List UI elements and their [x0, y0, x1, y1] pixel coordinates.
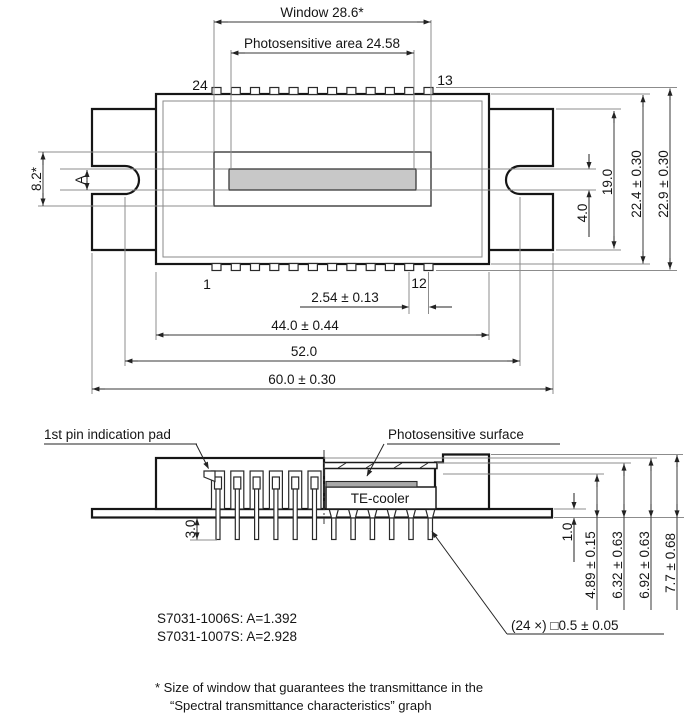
dim-overall-height: 22.9 ± 0.30 [656, 150, 671, 218]
dim-pin-pitch: 2.54 ± 0.13 [311, 290, 379, 305]
dim-photosensitive-width: Photosensitive area 24.58 [243, 36, 401, 51]
pins-size-note: (24 ×) □0.5 ± 0.05 [511, 618, 619, 633]
dim-overall-width: 60.0 ± 0.30 [268, 372, 336, 387]
base-plate [92, 509, 552, 518]
photosensitive-area [229, 169, 416, 190]
dim-pin-length: 3.0 [183, 519, 198, 539]
model-variant-1: S7031-1006S: A=1.392 [157, 611, 297, 626]
photosensitive-surface-label: Photosensitive surface [388, 427, 524, 442]
pin-number-13: 13 [437, 72, 453, 88]
footnote-line-1: * Size of window that guarantees the transmittance in the [155, 680, 484, 695]
dim-slot-width-A: A [73, 175, 88, 185]
dim-frame-height: 6.92 ± 0.63 [637, 531, 652, 599]
dim-body-height: 22.4 ± 0.30 [629, 150, 644, 218]
right-mounting-tab [489, 109, 553, 250]
dim-window-top-height: 6.32 ± 0.63 [610, 531, 625, 599]
dim-base-thickness: 1.0 [560, 522, 575, 542]
dim-window-width: Window 28.6* [280, 5, 364, 20]
dim-tab-height: 19.0 [600, 168, 615, 196]
top-view [92, 88, 553, 271]
pin-number-1: 1 [203, 276, 211, 292]
dim-window-height: 8.2* [29, 166, 44, 192]
te-cooler-label: TE-cooler [350, 491, 410, 506]
first-pin-pad-label: 1st pin indication pad [44, 427, 171, 442]
pin-number-24: 24 [192, 77, 208, 93]
dim-window-seat-height: 4.89 ± 0.15 [583, 531, 598, 599]
dim-mount-span: 52.0 [290, 344, 318, 359]
dim-total-height: 7.7 ± 0.68 [663, 533, 678, 593]
pin-number-12: 12 [411, 275, 427, 291]
dim-body-width: 44.0 ± 0.44 [271, 318, 339, 333]
footnote-line-2: “Spectral transmittance characteristics” graph [170, 698, 432, 713]
dim-photo-height: 4.0 [575, 203, 590, 223]
model-variant-2: S7031-1007S: A=2.928 [157, 629, 297, 644]
ccd-chip [326, 482, 417, 488]
left-mounting-tab [92, 109, 156, 250]
